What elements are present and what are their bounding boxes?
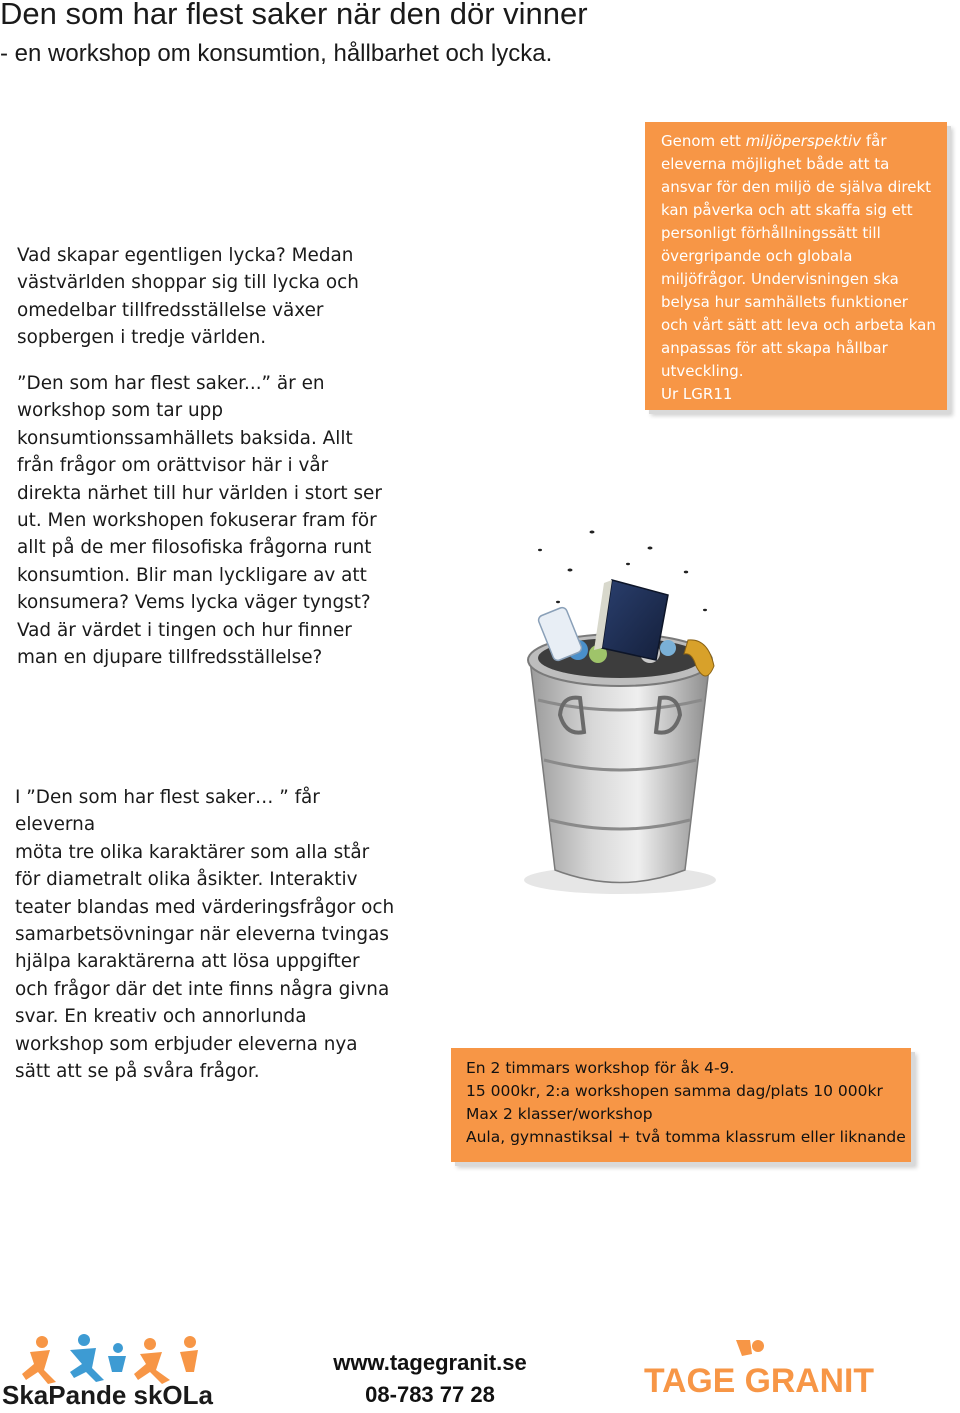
info-capacity: Max 2 klasser/workshop bbox=[466, 1105, 653, 1123]
curriculum-quote bbox=[661, 130, 947, 406]
curriculum-quote-box bbox=[645, 122, 947, 410]
phone-number: 08-783 77 28 bbox=[365, 1382, 495, 1407]
website-link[interactable]: www.tagegranit.se bbox=[333, 1350, 527, 1375]
tage-granit-logo bbox=[640, 1336, 880, 1400]
tage-granit-logo-text: TAGE GRANIT bbox=[644, 1362, 875, 1400]
trash-can-illustration bbox=[500, 470, 740, 900]
intro-paragraph: Vad skapar egentligen lycka? Medan västvärlden shoppar sig till lycka och omedelbar tillfredsställelse växer sopbergen i tredje världen. bbox=[17, 245, 359, 349]
quote-text-end: får eleverna möjlighet både att ta ansvar för den miljö de själva direkt kan påverka och att skaffa sig ett personligt förhållningssätt till övergripande och globala miljöfrågor. Undervisningen ska belysa hur samhällets funktioner och vårt sätt att leva och arbeta kan anpassas för att skapa hållbar utveckling. Ur LGR11 bbox=[661, 132, 936, 403]
page-subtitle: - en workshop om konsumtion, hållbarhet och lycka. bbox=[0, 40, 553, 67]
skapande-skola-logo bbox=[0, 1330, 215, 1410]
quote-emphasis: miljöperspektiv bbox=[745, 132, 862, 150]
practical-info-box bbox=[451, 1048, 911, 1162]
info-duration: En 2 timmars workshop för åk 4-9. bbox=[466, 1059, 735, 1077]
info-price: 15 000kr, 2:a workshopen samma dag/plats 10 000kr bbox=[466, 1082, 883, 1100]
info-venue: Aula, gymnastiksal + två tomma klassrum eller liknande bbox=[466, 1128, 906, 1146]
quote-text-start: Genom ett bbox=[661, 132, 746, 150]
page-title: Den som har flest saker när den dör vinner bbox=[0, 0, 588, 31]
details-paragraph: I ”Den som har flest saker… ” får eleverna möta tre olika karaktärer som alla står för diametralt olika åsikter. Interaktiv teater blandas med värderingsfrågor och samarbetsövningar när eleverna tvingas hjälpa karaktärerna att lösa uppgifter och frågor där det inte finns några givna svar. En kreativ och annorlunda workshop som erbjuder eleverna nya sätt att se på svåra frågor. bbox=[15, 787, 395, 1083]
skapande-skola-logo-text: SkaPande skOLa bbox=[2, 1380, 213, 1410]
description-paragraph: ”Den som har flest saker...” är en workshop som tar upp konsumtionssamhällets baksida. Allt från frågor om orättvisor här i vår direkta närhet till hur världen i stort ser ut. Men workshopen fokuserar fram för allt på de mer filosofiska frågorna runt konsumtion. Blir man lyckligare av att konsumera? Vems lycka väger tyngst? Vad är värdet i tingen och hur finner man en djupare tillfredsställelse? bbox=[17, 373, 382, 669]
